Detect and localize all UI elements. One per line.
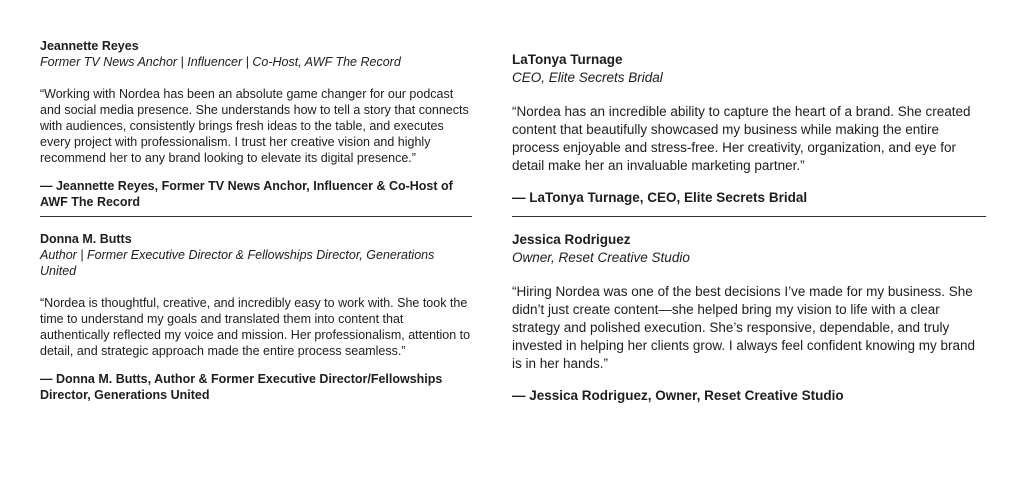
- testimonial-quote: “Hiring Nordea was one of the best decisions I’ve made for my business. She didn’t just create content—she helped bring my vision to life with a clear strategy and polished execution. She’s responsive, dependable, and truly invested in helping her clients grow. I always feel confident knowing my brand is in her hands.”: [512, 284, 976, 371]
- testimonial-name: Jeannette Reyes: [40, 39, 139, 53]
- testimonials-right-column: [512, 51, 986, 405]
- testimonial-card: [40, 38, 472, 210]
- testimonial-name: Jessica Rodriguez: [512, 232, 631, 247]
- testimonial-role: Former TV News Anchor | Influencer | Co-Host, AWF The Record: [40, 55, 401, 69]
- testimonials-left-column: [40, 38, 472, 403]
- divider: [512, 216, 986, 217]
- testimonial-name: Donna M. Butts: [40, 232, 132, 246]
- testimonial-card: [512, 51, 986, 207]
- testimonial-card: [40, 231, 472, 403]
- testimonial-card: [512, 231, 986, 405]
- testimonial-attribution: — Jeannette Reyes, Former TV News Anchor, Influencer & Co-Host of AWF The Record: [40, 179, 453, 209]
- testimonial-quote: “Nordea has an incredible ability to capture the heart of a brand. She created content that beautifully showcased my business while making the entire process enjoyable and stress-free. Her creativity, organization, and eye for detail make her an invaluable marketing partner.”: [512, 104, 971, 173]
- testimonial-role: CEO, Elite Secrets Bridal: [512, 70, 663, 85]
- testimonial-name: LaTonya Turnage: [512, 52, 623, 67]
- testimonial-attribution: — Donna M. Butts, Author & Former Executive Director/Fellowships Director, Generations United: [40, 372, 443, 402]
- divider: [40, 216, 472, 217]
- testimonial-quote: “Nordea is thoughtful, creative, and incredibly easy to work with. She took the time to understand my goals and translated them into content that authentically reflected my voice and mission. Her professionalism, attention to detail, and strategic approach made the entire process seamless.”: [40, 296, 471, 358]
- testimonial-attribution: — LaTonya Turnage, CEO, Elite Secrets Bridal: [512, 190, 808, 205]
- testimonial-role: Author | Former Executive Director & Fellowships Director, Generations United: [40, 248, 435, 278]
- testimonial-role: Owner, Reset Creative Studio: [512, 250, 690, 265]
- testimonial-attribution: — Jessica Rodriguez, Owner, Reset Creative Studio: [512, 388, 844, 403]
- testimonial-quote: “Working with Nordea has been an absolute game changer for our podcast and social media presence. She understands how to tell a story that connects with audiences, consistently brings fresh ideas to the table, and executes every project with professionalism. I trust her creative vision and highly recommend her to any brand looking to elevate its digital presence.”: [40, 87, 469, 165]
